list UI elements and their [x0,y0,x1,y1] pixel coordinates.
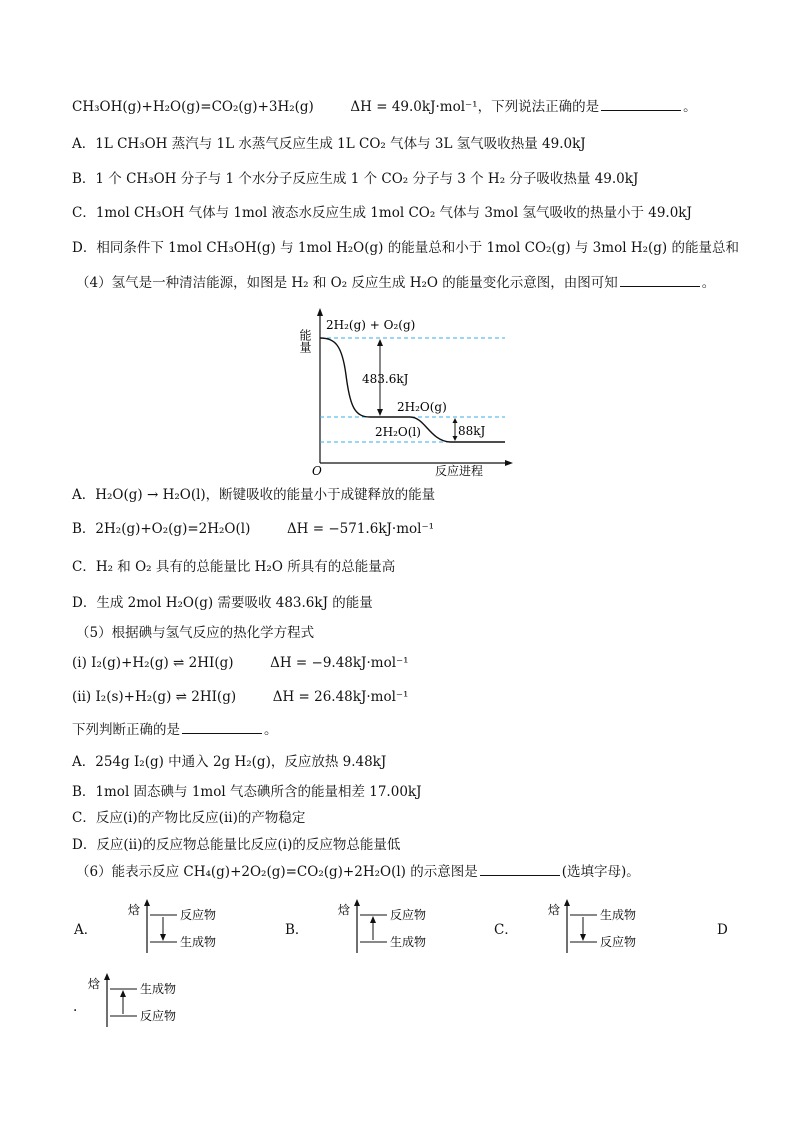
up-arrow-icon [370,916,376,923]
q4-option-a: A．H₂O(g) → H₂O(l)，断键吸收的能量小于成键释放的能量 [72,487,436,503]
q6-stem-line: （6）能表示反应 CH₄(g)+2O₂(g)=CO₂(g)+2H₂O(l) 的示意图是 (选填字母)。 [76,864,640,880]
q3-option-a: A．1L CH₃OH 蒸汽与 1L 水蒸气反应生成 1L CO₂ 气体与 3L 氢气吸收热量 49.0kJ [72,136,586,152]
q5-stem: （5）根据碘与氢气反应的热化学方程式 [76,625,315,641]
small-gap-label: 88kJ [458,424,486,438]
q3-stem-line: CH₃OH(g)+H₂O(g)=CO₂(g)+3H₂(g) ΔH = 49.0kJ·mol⁻¹，下列说法正确的是 。 [72,99,697,115]
q6-option-d-letter: D [717,922,728,938]
down-arrow-icon [580,934,586,941]
svg-text:焓: 焓 [128,903,141,917]
svg-text:反应物: 反应物 [390,908,427,922]
svg-text:生成物: 生成物 [140,982,177,996]
svg-text:生成物: 生成物 [180,935,217,949]
svg-text:反应物: 反应物 [180,908,217,922]
svg-text:焓: 焓 [548,903,561,917]
y-axis-label: 能量 [298,329,312,353]
energy-diagram [298,305,515,478]
q3-option-b: B．1 个 CH₃OH 分子与 1 个水分子反应生成 1 个 CO₂ 分子与 3 个 H₂ 分子吸收热量 49.0kJ [72,171,639,187]
q5-ask-line: 下列判断正确的是 。 [72,722,278,738]
q6-option-b-letter: B． [285,922,309,938]
q5-option-d: D．反应(ii)的反应物总能量比反应(i)的反应物总能量低 [72,837,401,853]
svg-text:焓: 焓 [338,903,351,917]
q4-option-b-delta-h: ΔH = −571.6kJ·mol⁻¹ [286,521,434,537]
q3-stem-text: ，下列说法正确的是 [477,99,600,115]
q6-option-d-dot: . [73,999,78,1015]
q5-option-c: C．反应(i)的产物比反应(ii)的产物稳定 [72,810,306,826]
mid-level-label: 2H₂O(g) [397,400,447,414]
axis-arrow-icon [354,899,360,906]
q6-option-d-diagram [85,972,195,1032]
q4-stem-line: （4）氢气是一种清洁能源，如图是 H₂ 和 O₂ 反应生成 H₂O 的能量变化示意图，由图可知 。 [76,275,716,291]
svg-text:焓: 焓 [88,977,101,991]
q4-option-c: C．H₂ 和 O₂ 具有的总能量比 H₂O 所具有的总能量高 [72,559,396,575]
answer-blank[interactable] [620,274,700,287]
q5-eq1-delta-h: ΔH = −9.48kJ·mol⁻¹ [270,655,409,671]
axis-arrow-icon [104,973,110,980]
q6-option-c-diagram [545,898,655,958]
q6-option-a-diagram [125,898,235,958]
answer-blank[interactable] [480,863,560,876]
q6-option-c-letter: C． [494,922,518,938]
q5-option-a: A．254g I₂(g) 中通入 2g H₂(g)，反应放热 9.48kJ [72,754,387,770]
q5-equation-2: (ii) I₂(s)+H₂(g) ⇌ 2HI(g) ΔH = 26.48kJ·mol⁻¹ [72,689,409,705]
x-axis-label: 反应进程 [435,464,484,478]
low-level-label: 2H₂O(l) [375,425,421,439]
axis-arrow-icon [564,899,570,906]
q4-option-b: B．2H₂(g)+O₂(g)=2H₂O(l) ΔH = −571.6kJ·mol⁻¹ [72,521,434,537]
q6-option-a-letter: A． [74,922,98,938]
x-axis-arrow-icon [505,460,513,466]
big-gap-label: 483.6kJ [362,372,409,386]
q5-option-b: B．1mol 固态碘与 1mol 气态碘所含的能量相差 17.00kJ [72,784,422,800]
y-axis-arrow-icon [317,308,323,316]
q3-equation: CH₃OH(g)+H₂O(g)=CO₂(g)+3H₂(g) [72,99,314,115]
q4-stem-text: （4）氢气是一种清洁能源，如图是 H₂ 和 O₂ 反应生成 H₂O 的能量变化示意图，由图可知 [76,275,618,291]
q3-option-d: D．相同条件下 1mol CH₃OH(g) 与 1mol H₂O(g) 的能量总和小于 1mol CO₂(g) 与 3mol H₂(g) 的能量总和 [72,240,739,256]
q3-delta-h: ΔH = 49.0kJ·mol⁻¹ [350,99,478,115]
q6-option-b-diagram [335,898,445,958]
down-arrow-icon [160,934,166,941]
answer-blank[interactable] [601,98,681,111]
answer-blank[interactable] [182,721,262,734]
svg-text:反应物: 反应物 [140,1009,177,1023]
svg-text:反应物: 反应物 [600,935,637,949]
origin-label: O [312,464,322,478]
top-level-label: 2H₂(g) + O₂(g) [326,318,416,332]
q4-option-d: D．生成 2mol H₂O(g) 需要吸收 483.6kJ 的能量 [72,595,373,611]
q5-eq2-delta-h: ΔH = 26.48kJ·mol⁻¹ [272,689,409,705]
up-arrow-icon [120,990,126,997]
svg-text:生成物: 生成物 [390,935,427,949]
svg-text:生成物: 生成物 [600,908,637,922]
q5-equation-1: (i) I₂(g)+H₂(g) ⇌ 2HI(g) ΔH = −9.48kJ·mol⁻¹ [72,655,409,671]
axis-arrow-icon [144,899,150,906]
q3-option-c: C．1mol CH₃OH 气体与 1mol 液态水反应生成 1mol CO₂ 气体与 3mol 氢气吸收的热量小于 49.0kJ [72,205,692,221]
